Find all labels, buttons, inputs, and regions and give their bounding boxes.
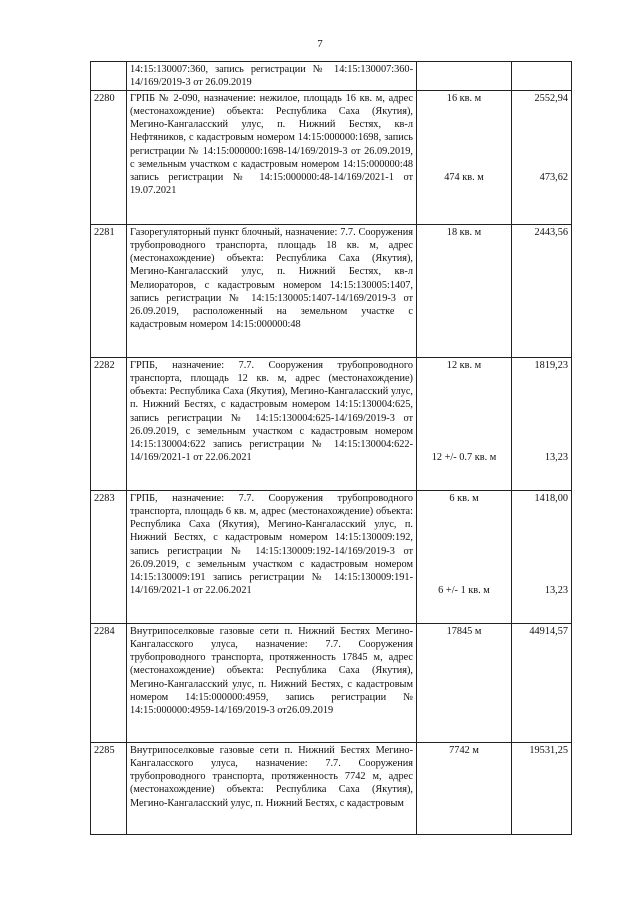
cost-value: 19531,25 xyxy=(529,744,568,756)
area-value: 17845 м xyxy=(446,625,482,637)
area-value xyxy=(420,385,508,398)
table-row xyxy=(91,357,572,490)
area-value xyxy=(420,145,508,158)
cost-cell xyxy=(512,357,572,490)
object-description: ГРПБ, назначение: 7.7. Сооружения трубопроводного транспорта, площадь 12 кв. м, адрес (местонахождение) объекта: Республика Саха (Якутия), Мегино-Кангаласский улус, п. Нижний Бестях, с кадастровым номером 14:15:130004:625, запись регистрации № 14:15:130004:625-14/169/2019-3 от 26.09.2019, с земельным участком с кадастровым номером 14:15:130004:622 запись регистрации № 14:15:130004:622-14/169/2021-1 от 22.06.2021 xyxy=(127,357,417,490)
cost-value xyxy=(515,425,568,438)
area-value xyxy=(420,118,508,131)
area-cell xyxy=(417,224,512,357)
cost-value xyxy=(515,412,568,425)
table-row xyxy=(91,490,572,623)
cost-cell xyxy=(512,62,572,91)
cost-value xyxy=(515,545,568,558)
cost-value xyxy=(515,438,568,451)
row-number: 2283 xyxy=(91,490,127,623)
cost-cell xyxy=(512,90,572,224)
area-value: 6 +/- 1 кв. м xyxy=(438,585,490,597)
cost-cell xyxy=(512,224,572,357)
area-value: 474 кв. м xyxy=(444,172,484,183)
area-value xyxy=(420,372,508,385)
area-value: 7742 м xyxy=(449,744,479,756)
area-value xyxy=(420,558,508,571)
area-value: 12 кв. м xyxy=(446,359,482,371)
area-cell xyxy=(417,623,512,742)
area-value xyxy=(420,438,508,451)
cost-value xyxy=(515,505,568,518)
cost-value: 1418,00 xyxy=(534,492,568,504)
table-row xyxy=(91,90,572,224)
row-number: 2281 xyxy=(91,224,127,357)
cost-value xyxy=(515,118,568,131)
row-number: 2280 xyxy=(91,90,127,224)
cost-value: 2443,56 xyxy=(534,226,568,238)
cost-value xyxy=(515,558,568,571)
area-value: 18 кв. м xyxy=(446,226,482,238)
area-value xyxy=(420,398,508,411)
property-registry-table xyxy=(90,61,572,835)
object-description: 14:15:130007:360, запись регистрации № 14:15:130007:360-14/169/2019-3 от 26.09.2019 xyxy=(127,62,417,91)
table-row xyxy=(91,224,572,357)
row-number xyxy=(91,62,127,91)
area-value: 16 кв. м xyxy=(446,92,482,104)
area-value: 6 кв. м xyxy=(449,492,479,504)
cost-cell xyxy=(512,623,572,742)
area-value xyxy=(420,105,508,118)
cost-value: 1819,23 xyxy=(534,359,568,371)
table-row xyxy=(91,62,572,91)
cost-value: 473,62 xyxy=(539,172,568,183)
area-cell xyxy=(417,62,512,91)
area-value: 12 +/- 0.7 кв. м xyxy=(431,452,497,464)
cost-value xyxy=(515,131,568,144)
cost-value: 44914,57 xyxy=(529,625,568,637)
cost-value xyxy=(515,531,568,544)
area-cell xyxy=(417,490,512,623)
object-description: Внутрипоселковые газовые сети п. Нижний Бестях Мегино-Кангаласского улуса, назначение: 7.7. Сооружения трубопроводного транспорта, протяженность 17845 м, адрес (местонахождение) объекта: Республика Саха (Якутия), Мегино-Кангаласский улус, п. Нижний Бестях, с кадастровым номером 14:15:000000:4959, запись регистрации № 14:15:000000:4959-14/169/2019-3 от26.09.2019 xyxy=(127,623,417,742)
cost-value xyxy=(515,372,568,385)
area-cell xyxy=(417,357,512,490)
object-description: ГРПБ № 2-090, назначение: нежилое, площадь 16 кв. м, адрес (местонахождение) объекта: Республика Саха (Якутия), Мегино-Кангаласский улус, п. Нижний Бестях, кв-л Нефтяников, с кадастровым номером 14:15:000000:1698, запись регистрации № 14:15:000000:1698-14/169/2019-3 от 26.09.2019, с земельным участком с кадастровым номером 14:15:000000:48 запись регистрации № 14:15:000000:48-14/169/2021-1 от 19.07.2021 xyxy=(127,90,417,224)
area-value xyxy=(420,531,508,544)
cost-value xyxy=(515,158,568,171)
cost-cell xyxy=(512,490,572,623)
table-row xyxy=(91,623,572,742)
row-number: 2285 xyxy=(91,742,127,834)
row-number: 2284 xyxy=(91,623,127,742)
object-description: ГРПБ, назначение: 7.7. Сооружения трубопроводного транспорта, площадь 6 кв. м, адрес (местонахождение) объекта: Республика Саха (Якутия), Мегино-Кангаласский улус, п. Нижний Бестях, с кадастровым номером 14:15:130009:192, запись регистрации № 14:15:130009:192-14/169/2019-3 от 26.09.2019, с земельным участком с кадастровым номером 14:15:130009:191 запись регистрации № 14:15:130009:191-14/169/2021-1 от 22.06.2021 xyxy=(127,490,417,623)
area-value xyxy=(420,131,508,144)
area-value xyxy=(420,505,508,518)
area-cell xyxy=(417,90,512,224)
row-number: 2282 xyxy=(91,357,127,490)
area-value xyxy=(420,158,508,171)
object-description: Внутрипоселковые газовые сети п. Нижний Бестях Мегино-Кангаласского улуса, назначение: 7.7. Сооружения трубопроводного транспорта, протяженность 7742 м, адрес (местонахождение) объекта: Республика Саха (Якутия), Мегино-Кангаласский улус, п. Нижний Бестях, с кадастровым xyxy=(127,742,417,834)
cost-value xyxy=(515,145,568,158)
area-value xyxy=(420,571,508,584)
cost-value: 13,23 xyxy=(544,452,568,464)
cost-value xyxy=(515,518,568,531)
registry-table-body xyxy=(91,62,572,835)
area-value xyxy=(420,518,508,531)
cost-cell xyxy=(512,742,572,834)
table-row xyxy=(91,742,572,834)
cost-value xyxy=(515,385,568,398)
cost-value xyxy=(515,398,568,411)
cost-value xyxy=(515,571,568,584)
cost-value: 2552,94 xyxy=(534,92,568,104)
cost-value: 13,23 xyxy=(544,585,568,597)
area-value xyxy=(420,412,508,425)
cost-value xyxy=(515,105,568,118)
area-value xyxy=(420,425,508,438)
area-cell xyxy=(417,742,512,834)
object-description: Газорегуляторный пункт блочный, назначение: 7.7. Сооружения трубопроводного транспорта, площадь 18 кв. м, адрес (местонахождение) объекта: Республика Саха (Якутия), Мегино-Кангаласский улус, п. Нижний Бестях, кв-л Мелиораторов, с кадастровым номером 14:15:130005:1407, запись регистрации № 14:15:130005:1407-14/169/2019-3 от 26.09.2019, расположенный на земельном участке с кадастровым номером 14:15:000000:48 xyxy=(127,224,417,357)
page-number: 7 xyxy=(317,38,323,50)
area-value xyxy=(420,545,508,558)
